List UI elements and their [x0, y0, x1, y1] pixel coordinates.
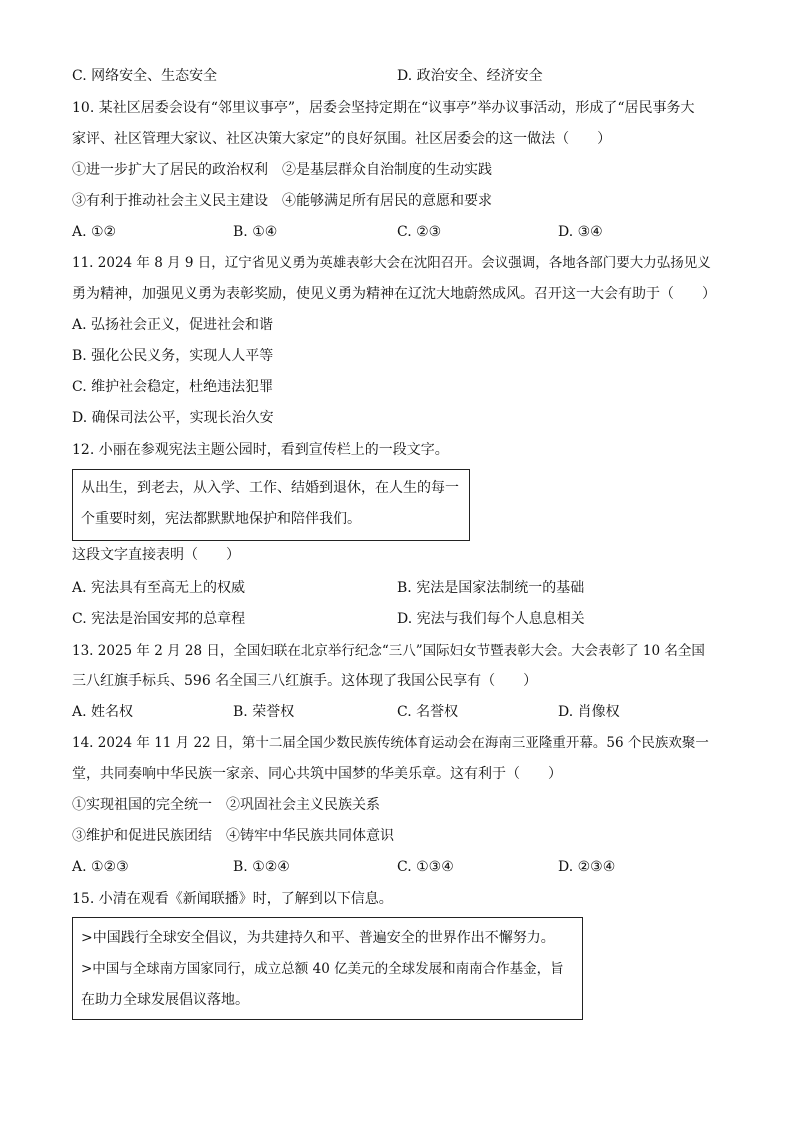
q10-option-d[interactable]: D. ③④ [558, 224, 603, 240]
q10-option-c[interactable]: C. ②③ [397, 224, 442, 240]
q12-quote-line1: 从出生，到老去，从入学、工作、结婚到退休，在人生的每一 [81, 480, 459, 496]
q11-option-b[interactable]: B. 强化公民义务，实现人人平等 [72, 348, 274, 364]
q15-info-line3: 在助力全球发展倡议落地。 [81, 992, 249, 1008]
q14-option-a[interactable]: A. ①②③ [72, 859, 129, 875]
q13-option-d[interactable]: D. 肖像权 [558, 704, 620, 720]
q11-option-d[interactable]: D. 确保司法公平，实现长治久安 [72, 410, 274, 426]
q14-option-c[interactable]: C. ①③④ [397, 859, 454, 875]
q10-items-line1: ①进一步扩大了居民的政治权利 ②是基层群众自治制度的生动实践 [72, 162, 492, 178]
q12-option-b[interactable]: B. 宪法是国家法制统一的基础 [397, 580, 585, 596]
q12-option-a[interactable]: A. 宪法具有至高无上的权威 [72, 580, 246, 596]
q10-stem-line1: 10. 某社区居委会设有“邻里议事亭”，居委会坚持定期在“议事亭”举办议事活动，形成了“居民事务大 [72, 100, 695, 116]
q14-option-d[interactable]: D. ②③④ [558, 859, 616, 875]
q10-option-a[interactable]: A. ①② [72, 224, 117, 240]
q14-stem-line1: 14. 2024 年 11 月 22 日，第十二届全国少数民族传统体育运动会在海南三亚隆重开幕。56 个民族欢聚一 [72, 735, 709, 751]
q11-option-c[interactable]: C. 维护社会稳定，杜绝违法犯罪 [72, 379, 274, 395]
q9-option-c[interactable]: C. 网络安全、生态安全 [72, 68, 218, 84]
q9-option-d[interactable]: D. 政治安全、经济安全 [397, 68, 543, 84]
q15-info-line2: >中国与全球南方国家同行，成立总额 40 亿美元的全球发展和南南合作基金，旨 [81, 961, 564, 977]
q12-question: 这段文字直接表明（ ） [72, 547, 240, 563]
q12-option-d[interactable]: D. 宪法与我们每个人息息相关 [397, 611, 585, 627]
q14-items-line1: ①实现祖国的完全统一 ②巩固社会主义民族关系 [72, 797, 380, 813]
q10-option-b[interactable]: B. ①④ [233, 224, 278, 240]
q10-stem-line2: 家评、社区管理大家议、社区决策大家定”的良好氛围。社区居委会的这一做法（ ） [72, 131, 612, 147]
q10-items-line2: ③有利于推动社会主义民主建设 ④能够满足所有居民的意愿和要求 [72, 193, 492, 209]
q11-stem-line2: 勇为精神，加强见义勇为表彰奖励，使见义勇为精神在辽沈大地蔚然成风。召开这一大会有助于（ ） [72, 286, 716, 302]
q15-stem: 15. 小清在观看《新闻联播》时，了解到以下信息。 [72, 891, 393, 907]
q13-stem-line2: 三八红旗手标兵、596 名全国三八红旗手。这体现了我国公民享有（ ） [72, 673, 538, 689]
q12-quote-line2: 个重要时刻，宪法都默默地保护和陪伴我们。 [81, 511, 361, 527]
q11-option-a[interactable]: A. 弘扬社会正义，促进社会和谐 [72, 317, 274, 333]
q15-info-line1: >中国践行全球安全倡议，为共建持久和平、普遍安全的世界作出不懈努力。 [81, 930, 555, 946]
q12-stem: 12. 小丽在参观宪法主题公园时，看到宣传栏上的一段文字。 [72, 442, 449, 458]
q13-stem-line1: 13. 2025 年 2 月 28 日，全国妇联在北京举行纪念“三八”国际妇女节暨表彰大会。大会表彰了 10 名全国 [72, 643, 705, 659]
q14-items-line2: ③维护和促进民族团结 ④铸牢中华民族共同体意识 [72, 828, 394, 844]
q14-stem-line2: 堂，共同奏响中华民族一家亲、同心共筑中国梦的华美乐章。这有利于（ ） [72, 766, 562, 782]
q15-info-box [72, 917, 583, 1020]
q14-option-b[interactable]: B. ①②④ [233, 859, 290, 875]
q13-option-c[interactable]: C. 名誉权 [397, 704, 459, 720]
q13-option-b[interactable]: B. 荣誉权 [233, 704, 295, 720]
q12-option-c[interactable]: C. 宪法是治国安邦的总章程 [72, 611, 246, 627]
q13-option-a[interactable]: A. 姓名权 [72, 704, 134, 720]
q12-quote-box [72, 469, 470, 541]
q11-stem-line1: 11. 2024 年 8 月 9 日，辽宁省见义勇为英雄表彰大会在沈阳召开。会议强调，各地各部门要大力弘扬见义 [72, 255, 711, 271]
